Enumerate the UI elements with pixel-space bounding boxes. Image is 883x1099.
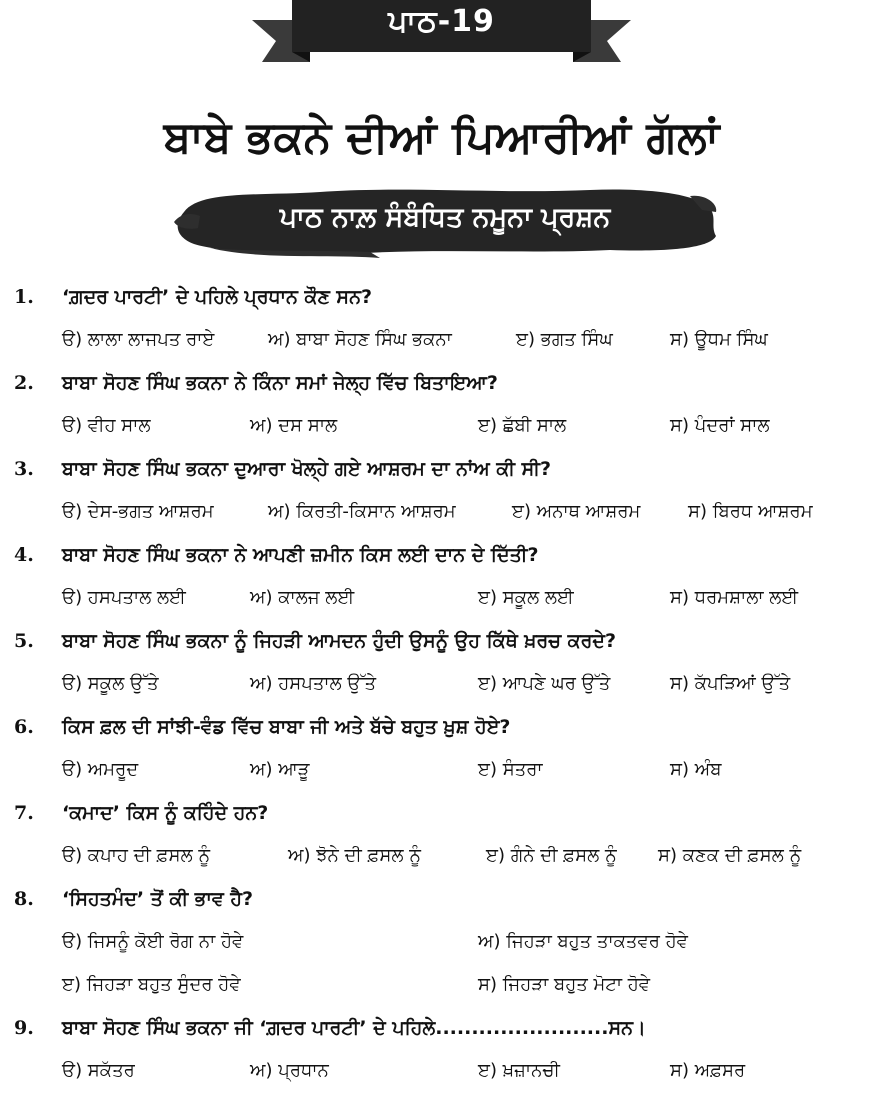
option-a: ੳ) ਸਕੂਲ ਉੱਤੇ — [62, 673, 159, 694]
question-item — [0, 884, 883, 1013]
option-b: ਅ) ਦਸ ਸਾਲ — [250, 415, 338, 436]
question-number: 6. — [14, 716, 34, 738]
question-item — [0, 368, 883, 454]
question-text: ਕਿਸ ਫ਼ਲ ਦੀ ਸਾਂਝੀ-ਵੰਡ ਵਿੱਚ ਬਾਬਾ ਜੀ ਅਤੇ ਬੱਚੇ ਬਹੁਤ ਖ਼ੁਸ਼ ਹੋਏ? — [62, 716, 511, 738]
question-number: 7. — [14, 802, 34, 824]
option-a: ੳ) ਦੇਸ-ਭਗਤ ਆਸ਼ਰਮ — [62, 501, 214, 522]
question-number: 4. — [14, 544, 34, 566]
question-number: 9. — [14, 1017, 34, 1039]
question-item — [0, 712, 883, 798]
option-a: ੳ) ਜਿਸਨੂੰ ਕੋਈ ਰੋਗ ਨਾ ਹੋਵੇ — [62, 931, 244, 952]
question-item — [0, 454, 883, 540]
option-a: ੳ) ਵੀਹ ਸਾਲ — [62, 415, 151, 436]
question-item — [0, 626, 883, 712]
option-d: ਸ) ਊਧਮ ਸਿੰਘ — [670, 329, 768, 350]
option-b: ਅ) ਬਾਬਾ ਸੋਹਣ ਸਿੰਘ ਭਕਨਾ — [268, 329, 452, 350]
question-text: ਬਾਬਾ ਸੋਹਣ ਸਿੰਘ ਭਕਨਾ ਜੀ ‘ਗ਼ਦਰ ਪਾਰਟੀ’ ਦੇ ਪਹਿਲੇ........................ਸਨ। — [62, 1017, 646, 1039]
option-a: ੳ) ਸਕੱਤਰ — [62, 1060, 135, 1081]
option-c: ੲ) ਜਿਹੜਾ ਬਹੁਤ ਸੁੰਦਰ ਹੋਵੇ — [62, 974, 241, 995]
option-d: ਸ) ਜਿਹੜਾ ਬਹੁਤ ਮੋਟਾ ਹੋਵੇ — [478, 974, 651, 995]
subtitle-brush-banner — [170, 182, 720, 262]
option-d: ਸ) ਅਫ਼ਸਰ — [670, 1060, 746, 1081]
lesson-label: ਪਾਠ-19 — [388, 4, 495, 39]
question-number: 3. — [14, 458, 34, 480]
option-a: ੳ) ਕਪਾਹ ਦੀ ਫ਼ਸਲ ਨੂੰ — [62, 845, 211, 866]
question-item — [0, 282, 883, 368]
question-number: 1. — [14, 286, 34, 308]
option-c: ੲ) ਅਨਾਥ ਆਸ਼ਰਮ — [512, 501, 641, 522]
lesson-banner — [0, 0, 883, 80]
question-text: ‘ਕਮਾਦ’ ਕਿਸ ਨੂੰ ਕਹਿੰਦੇ ਹਨ? — [62, 802, 269, 824]
question-text: ਬਾਬਾ ਸੋਹਣ ਸਿੰਘ ਭਕਨਾ ਨੂੰ ਜਿਹੜੀ ਆਮਦਨ ਹੁੰਦੀ ਉਸਨੂੰ ਉਹ ਕਿੱਥੇ ਖ਼ਰਚ ਕਰਦੇ? — [62, 630, 616, 652]
option-d: ਸ) ਅੰਬ — [670, 759, 722, 780]
option-b: ਅ) ਪ੍ਰਧਾਨ — [250, 1060, 329, 1081]
option-d: ਸ) ਪੰਦਰਾਂ ਸਾਲ — [670, 415, 770, 436]
question-number: 5. — [14, 630, 34, 652]
question-text: ‘ਗ਼ਦਰ ਪਾਰਟੀ’ ਦੇ ਪਹਿਲੇ ਪ੍ਰਧਾਨ ਕੌਣ ਸਨ? — [62, 286, 372, 308]
question-text: ਬਾਬਾ ਸੋਹਣ ਸਿੰਘ ਭਕਨਾ ਦੁਆਰਾ ਖੋਲ੍ਹੇ ਗਏ ਆਸ਼ਰਮ ਦਾ ਨਾਂਅ ਕੀ ਸੀ? — [62, 458, 552, 480]
question-text: ਬਾਬਾ ਸੋਹਣ ਸਿੰਘ ਭਕਨਾ ਨੇ ਕਿੰਨਾ ਸਮਾਂ ਜੇਲ੍ਹ ਵਿੱਚ ਬਿਤਾਇਆ? — [62, 372, 498, 394]
option-b: ਅ) ਕਾਲਜ ਲਈ — [250, 587, 355, 608]
option-b: ਅ) ਹਸਪਤਾਲ ਉੱਤੇ — [250, 673, 377, 694]
option-c: ੲ) ਸਕੂਲ ਲਈ — [478, 587, 574, 608]
option-c: ੲ) ਛੱਬੀ ਸਾਲ — [478, 415, 567, 436]
option-d: ਸ) ਬਿਰਧ ਆਸ਼ਰਮ — [688, 501, 813, 522]
question-item — [0, 1013, 883, 1099]
question-number: 8. — [14, 888, 34, 910]
option-c: ੲ) ਖ਼ਜ਼ਾਨਚੀ — [478, 1060, 560, 1081]
option-d: ਸ) ਕੱਪੜਿਆਂ ਉੱਤੇ — [670, 673, 791, 694]
option-b: ਅ) ਆੜੂ — [250, 759, 310, 780]
option-a: ੳ) ਲਾਲਾ ਲਾਜਪਤ ਰਾਏ — [62, 329, 215, 350]
page-title: ਬਾਬੇ ਭਕਨੇ ਦੀਆਂ ਪਿਆਰੀਆਂ ਗੱਲਾਂ — [163, 112, 720, 163]
question-list — [0, 282, 883, 1099]
option-c: ੲ) ਆਪਣੇ ਘਰ ਉੱਤੇ — [478, 673, 611, 694]
option-b: ਅ) ਕਿਰਤੀ-ਕਿਸਾਨ ਆਸ਼ਰਮ — [268, 501, 456, 522]
option-c: ੲ) ਸੰਤਰਾ — [478, 759, 543, 780]
option-a: ੳ) ਹਸਪਤਾਲ ਲਈ — [62, 587, 186, 608]
option-a: ੳ) ਅਮਰੂਦ — [62, 759, 139, 780]
option-c: ੲ) ਭਗਤ ਸਿੰਘ — [516, 329, 613, 350]
option-d: ਸ) ਧਰਮਸ਼ਾਲਾ ਲਈ — [670, 587, 799, 608]
question-item — [0, 540, 883, 626]
question-item — [0, 798, 883, 884]
subtitle: ਪਾਠ ਨਾਲ਼ ਸੰਬੰਧਿਤ ਨਮੂਨਾ ਪ੍ਰਸ਼ਨ — [279, 202, 611, 233]
option-b: ਅ) ਜਿਹੜਾ ਬਹੁਤ ਤਾਕਤਵਰ ਹੋਵੇ — [478, 931, 688, 952]
option-b: ਅ) ਝੋਨੇ ਦੀ ਫ਼ਸਲ ਨੂੰ — [288, 845, 421, 866]
question-number: 2. — [14, 372, 34, 394]
option-d: ਸ) ਕਣਕ ਦੀ ਫ਼ਸਲ ਨੂੰ — [658, 845, 802, 866]
question-text: ਬਾਬਾ ਸੋਹਣ ਸਿੰਘ ਭਕਨਾ ਨੇ ਆਪਣੀ ਜ਼ਮੀਨ ਕਿਸ ਲਈ ਦਾਨ ਦੇ ਦਿੱਤੀ? — [62, 544, 539, 566]
question-text: ‘ਸਿਹਤਮੰਦ’ ਤੋਂ ਕੀ ਭਾਵ ਹੈ? — [62, 888, 254, 910]
option-c: ੲ) ਗੰਨੇ ਦੀ ਫ਼ਸਲ ਨੂੰ — [486, 845, 617, 866]
